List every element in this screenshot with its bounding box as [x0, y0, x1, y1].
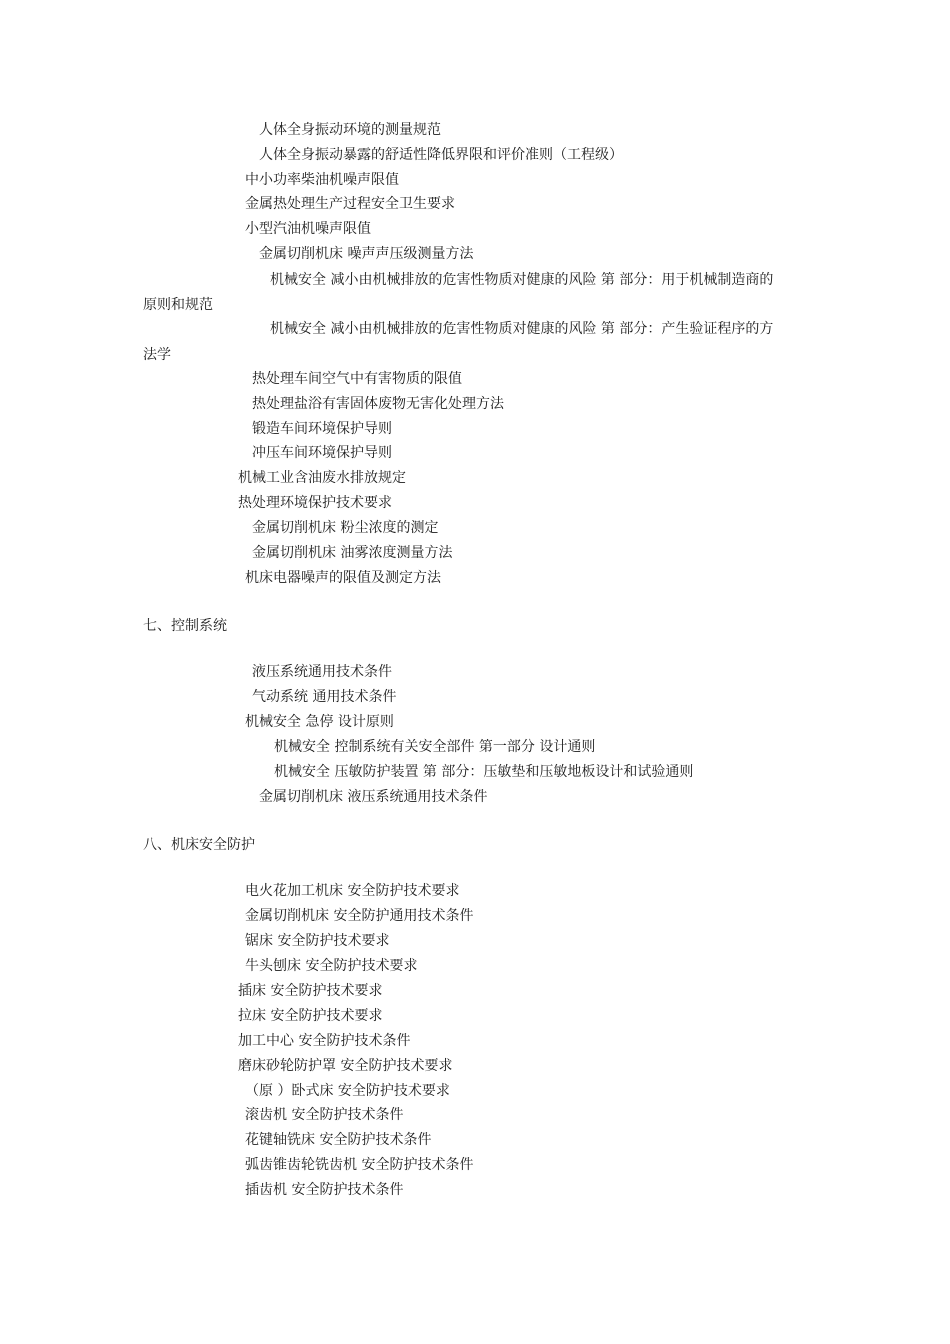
- list-item: 机械安全 减小由机械排放的危害性物质对健康的风险 第 部分：产生验证程序的方: [270, 321, 774, 337]
- list-item: 热处理车间空气中有害物质的限值: [252, 371, 462, 387]
- list-item: 滚齿机 安全防护技术条件: [245, 1107, 404, 1123]
- list-item: 锯床 安全防护技术要求: [245, 933, 390, 949]
- section-heading-machine-safety: 八、机床安全防护: [143, 837, 255, 853]
- list-item: 牛头刨床 安全防护技术要求: [245, 958, 418, 974]
- list-item: 锻造车间环境保护导则: [252, 421, 392, 437]
- list-item: 电火花加工机床 安全防护技术要求: [245, 883, 460, 899]
- list-item: 花键轴铣床 安全防护技术条件: [245, 1132, 432, 1148]
- list-item: 金属切削机床 粉尘浓度的测定: [252, 520, 439, 536]
- list-item: 拉床 安全防护技术要求: [238, 1008, 383, 1024]
- list-item: 金属切削机床 噪声声压级测量方法: [259, 246, 474, 262]
- list-item: 小型汽油机噪声限值: [245, 221, 371, 237]
- list-item: 机械安全 压敏防护装置 第 部分：压敏垫和压敏地板设计和试验通则: [274, 764, 694, 780]
- list-item: 冲压车间环境保护导则: [252, 445, 392, 461]
- list-item: 机械安全 减小由机械排放的危害性物质对健康的风险 第 部分：用于机械制造商的: [270, 272, 774, 288]
- list-item: 热处理盐浴有害固体废物无害化处理方法: [252, 396, 504, 412]
- list-item: 金属热处理生产过程安全卫生要求: [245, 196, 455, 212]
- list-item: 机床电器噪声的限值及测定方法: [245, 570, 441, 586]
- list-item-continuation: 原则和规范: [143, 297, 213, 313]
- list-item: 中小功率柴油机噪声限值: [245, 172, 399, 188]
- list-item: 磨床砂轮防护罩 安全防护技术要求: [238, 1058, 453, 1074]
- list-item: 人体全身振动暴露的舒适性降低界限和评价准则（工程级）: [259, 147, 623, 163]
- list-item: 弧齿锥齿轮铣齿机 安全防护技术条件: [245, 1157, 474, 1173]
- list-item: 气动系统 通用技术条件: [252, 689, 397, 705]
- list-item: 热处理环境保护技术要求: [238, 495, 392, 511]
- list-item: 加工中心 安全防护技术条件: [238, 1033, 411, 1049]
- list-item: 机械工业含油废水排放规定: [238, 470, 406, 486]
- list-item-continuation: 法学: [143, 347, 171, 363]
- list-item: 人体全身振动环境的测量规范: [259, 122, 441, 138]
- list-item: 金属切削机床 液压系统通用技术条件: [259, 789, 488, 805]
- list-item: 插床 安全防护技术要求: [238, 983, 383, 999]
- list-item: 金属切削机床 安全防护通用技术条件: [245, 908, 474, 924]
- list-item: 机械安全 控制系统有关安全部件 第一部分 设计通则: [274, 739, 596, 755]
- list-item: 插齿机 安全防护技术条件: [245, 1182, 404, 1198]
- list-item: （原 ）卧式床 安全防护技术要求: [245, 1083, 450, 1099]
- list-item: 液压系统通用技术条件: [252, 664, 392, 680]
- list-item: 金属切削机床 油雾浓度测量方法: [252, 545, 453, 561]
- section-heading-control-system: 七、控制系统: [143, 618, 227, 634]
- list-item: 机械安全 急停 设计原则: [245, 714, 394, 730]
